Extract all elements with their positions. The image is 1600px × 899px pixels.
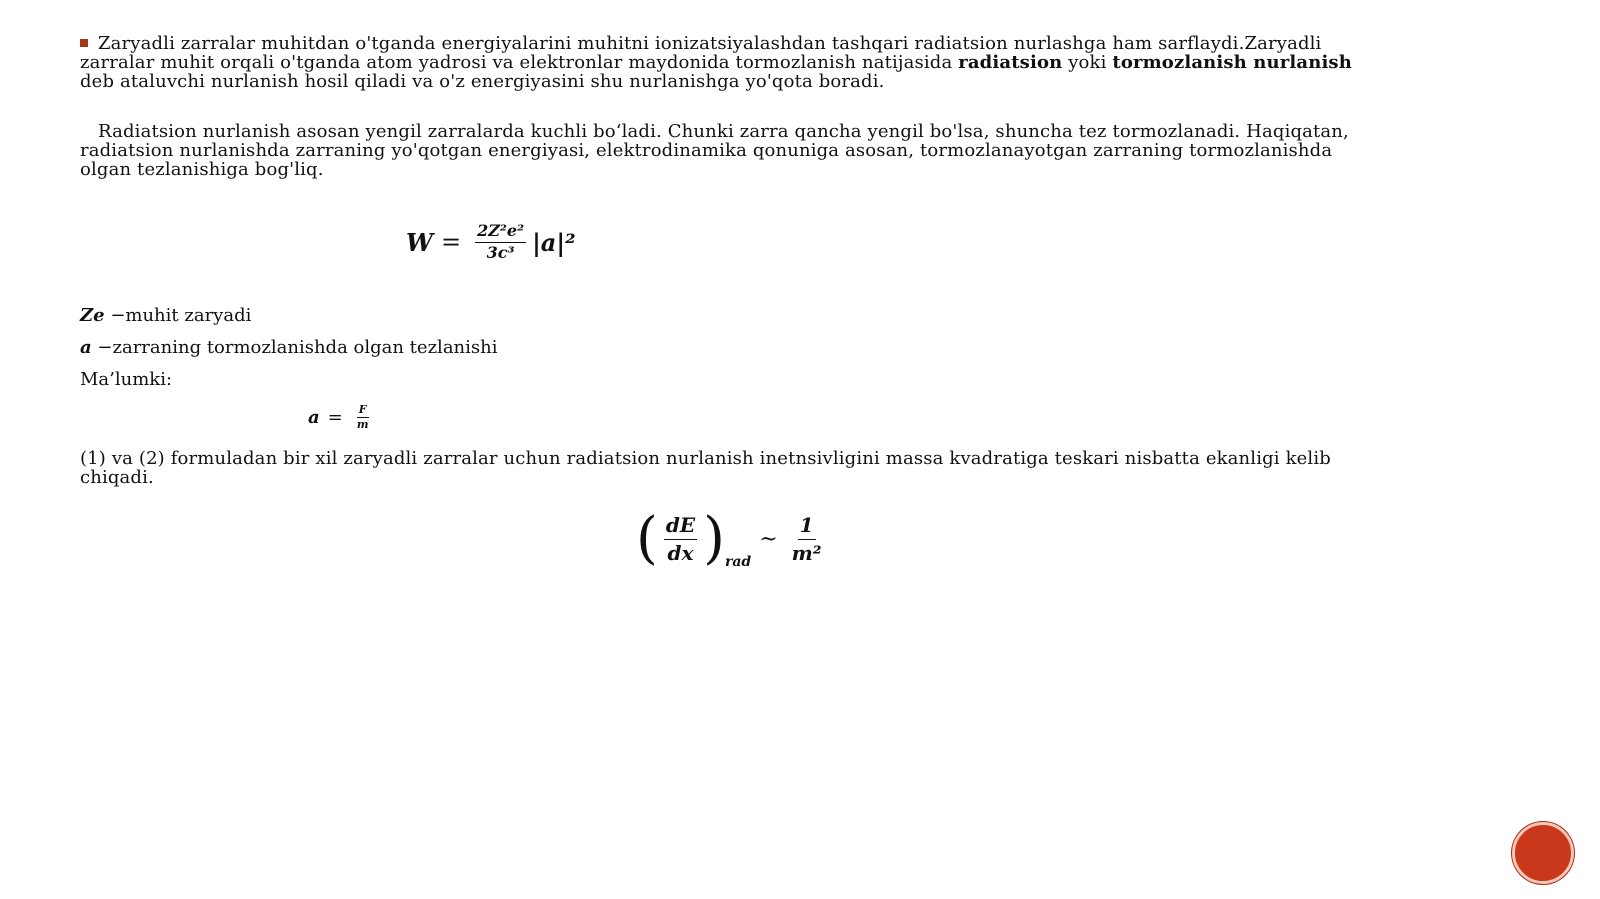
paragraph-radiation-text: Radiatsion nurlanish asosan yengil zarralarda kuchli bo‘ladi. Chunki zarra qancha yengil bo'lsa, shuncha tez tormozlanadi. Haqiqatan, radiatsion nurlanishda zarraning yo'qotgan energiyasi, elektrodinamika qonuniga asosan, tormozlanayotgan zarraning tormozlanishda olgan tezlanishiga bog'liq.: [80, 121, 1349, 180]
formula-a: [308, 400, 375, 434]
formula-e-denominator: dx: [667, 541, 694, 565]
formula-w-denominator: 3c³: [486, 243, 515, 262]
formula-e-fraction: [664, 512, 697, 566]
formula-e-right-paren: ): [703, 506, 725, 571]
formula-w: [406, 218, 576, 266]
definition-a-symbol: a: [80, 337, 92, 358]
formula-e-numerator: dE: [664, 512, 697, 540]
formula-a-fraction: [357, 403, 369, 431]
paragraph-intro-text-1: Zaryadli zarralar muhitdan o'tganda energiyalarini muhitni ionizatsiyalashdan tashqari radiatsion nurlashga ham sarflaydi.Zaryadli zarralar muhit orqali o'tganda atom yadrosi va elektronlar maydonida tormozlanish natijasida: [80, 33, 1322, 73]
formula-w-rhs: |a|²: [532, 227, 576, 257]
formula-energy-loss: [636, 506, 828, 572]
definition-ze-symbol: Ze: [80, 305, 105, 326]
formula-a-denominator: m: [356, 418, 369, 431]
formula-e-rhs-fraction: [792, 512, 822, 566]
definition-a: [80, 338, 497, 358]
formula-w-equals: =: [440, 228, 462, 256]
formula-e-subscript: rad: [724, 554, 752, 570]
formula-w-lhs: W: [406, 227, 433, 257]
definition-ze: [80, 306, 251, 326]
formula-w-numerator: 2Z²e²: [475, 221, 526, 243]
bullet-marker: [80, 39, 88, 47]
formula-a-numerator: F: [358, 403, 367, 416]
malumki-label: Ma’lumki:: [80, 369, 173, 390]
formula-e-sim: ~: [759, 526, 778, 552]
definition-a-text: −zarraning tormozlanishda olgan tezlanishi: [91, 337, 498, 358]
paragraph-intro-text-3: deb ataluvchi nurlanish hosil qiladi va o'z energiyasini shu nurlanishga yo'qota boradi.: [80, 71, 885, 92]
paragraph-intro: [80, 34, 1380, 91]
term-tormozlanish-nurlanish: tormozlanish nurlanish: [1112, 52, 1352, 73]
formula-a-lhs: a: [308, 406, 320, 428]
term-radiatsion: radiatsion: [958, 52, 1063, 73]
paragraph-radiation: [80, 122, 1380, 179]
formula-e-rhs-numerator: 1: [798, 512, 816, 540]
paragraph-conclusion-text: (1) va (2) formuladan bir xil zaryadli zarralar uchun radiatsion nurlanish inetnsivligini massa kvadratiga teskari nisbatta ekanligi kelib chiqadi.: [80, 448, 1331, 488]
formula-w-fraction: [475, 221, 526, 263]
formula-e-rhs-denominator: m²: [791, 541, 822, 565]
formula-a-equals: =: [327, 406, 343, 428]
next-slide-button[interactable]: [1512, 822, 1574, 884]
paragraph-intro-text-2: yoki: [1062, 52, 1113, 73]
formula-e-left-paren: (: [636, 506, 658, 571]
paragraph-conclusion: [80, 449, 1380, 487]
definition-ze-text: −muhit zaryadi: [104, 305, 252, 326]
